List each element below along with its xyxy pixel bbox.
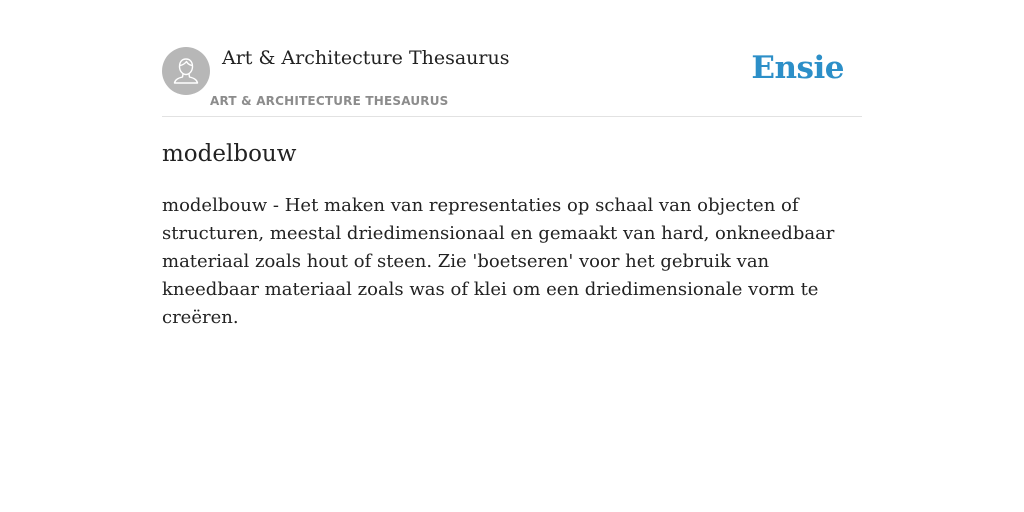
author-name[interactable]: Art & Architecture Thesaurus <box>222 47 510 69</box>
header <box>162 0 862 117</box>
user-icon <box>162 47 210 95</box>
entry-title: modelbouw <box>162 141 297 167</box>
page-container <box>162 0 862 328</box>
entry-definition: modelbouw - Het maken van representaties op schaal van objecten of structuren, meestal driedimensionaal en gemaakt van hard, onkneedbaar materiaal zoals hout of steen. Zie 'boetseren' voor het gebruik van kneedbaar materiaal zoals was of klei om een driedimensionale vorm te creëren. <box>162 195 835 328</box>
author-avatar[interactable] <box>162 47 210 95</box>
author-subtitle: ART & ARCHITECTURE THESAURUS <box>210 94 449 108</box>
brand-logo[interactable]: Ensie <box>751 50 844 86</box>
